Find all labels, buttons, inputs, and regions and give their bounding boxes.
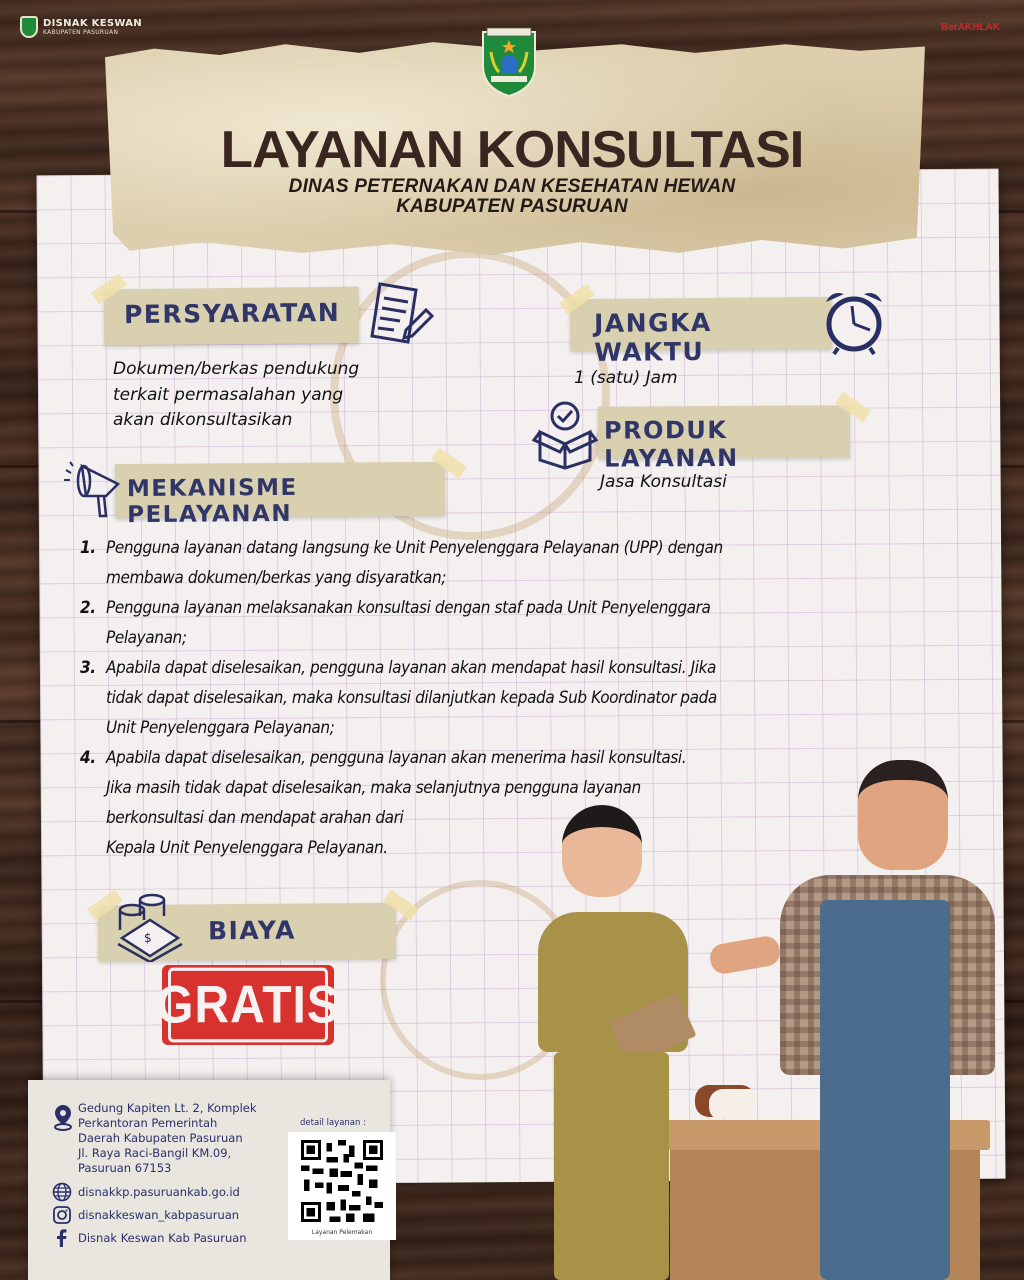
- produk-layanan-value: Jasa Konsultasi: [600, 472, 727, 492]
- address-line: Gedung Kapiten Lt. 2, Komplek: [78, 1101, 257, 1115]
- step-line: Apabila dapat diselesaikan, pengguna layanan akan menerima hasil konsultasi.: [106, 748, 687, 768]
- page-subtitle-line2: KABUPATEN PASURUAN: [396, 196, 628, 217]
- page-title: LAYANAN KONSULTASI: [220, 121, 804, 179]
- mekanisme-heading-bar: [115, 462, 445, 529]
- document-pen-icon: [366, 276, 438, 348]
- step-line: Pengguna layanan melaksanakan konsultasi dengan staf pada Unit Penyelenggara: [106, 598, 711, 618]
- biaya-heading: BIAYA: [207, 915, 296, 946]
- persyaratan-line: akan dikonsultasikan: [113, 410, 293, 430]
- persyaratan-heading: PERSYARATAN: [123, 297, 341, 330]
- jangka-waktu-heading-bar: [570, 297, 832, 367]
- farmer-overalls: [820, 900, 950, 1280]
- produk-layanan-heading: PRODUK LAYANAN: [603, 415, 739, 473]
- gratis-label: GRATIS: [168, 968, 328, 1043]
- persyaratan-heading-bar: [104, 287, 360, 346]
- qr-sub-label: Layanan Pelemakan: [311, 1229, 373, 1236]
- address-line: Pasuruan 67153: [78, 1161, 172, 1175]
- farmer-hand: [708, 934, 782, 976]
- website-row[interactable]: [52, 1182, 240, 1202]
- step-number: 4.: [80, 748, 96, 768]
- mekanisme-heading: MEKANISME PELAYANAN: [126, 474, 298, 529]
- crest-icon: [20, 16, 38, 38]
- facebook-page[interactable]: Disnak Keswan Kab Pasuruan: [78, 1231, 247, 1245]
- jangka-waktu-heading: JANGKA WAKTU: [593, 307, 712, 367]
- step-line: Pelayanan;: [106, 628, 187, 648]
- illustration-consultation-scene: [520, 800, 1000, 1280]
- website-link[interactable]: disnakkp.pasuruankab.go.id: [78, 1185, 240, 1199]
- svg-text:$: $: [144, 931, 152, 945]
- org-name: DISNAK KESWAN: [43, 18, 142, 29]
- globe-icon: [52, 1182, 72, 1202]
- address-line: Perkantoran Pemerintah: [78, 1116, 218, 1130]
- staff-woman-head: [562, 805, 642, 897]
- facebook-icon: [52, 1228, 72, 1248]
- step-line: berkonsultasi dan mendapat arahan dari: [106, 808, 404, 828]
- staff-woman-legs: [554, 1052, 669, 1280]
- persyaratan-line: terkait permasalahan yang: [113, 384, 344, 405]
- address-line: Daerah Kabupaten Pasuruan: [78, 1131, 243, 1145]
- kabupaten-crest-icon: [479, 26, 539, 98]
- instagram-icon: [52, 1205, 72, 1225]
- step-line: Unit Penyelenggara Pelayanan;: [106, 718, 335, 738]
- address-line: Jl. Raya Raci-Bangil KM.09,: [78, 1146, 232, 1160]
- produk-layanan-heading-bar: [598, 405, 850, 473]
- cow-figurine: [695, 1085, 755, 1117]
- megaphone-icon: [62, 456, 128, 522]
- persyaratan-line: Dokumen/berkas pendukung: [113, 359, 360, 379]
- jangka-waktu-value: 1 (satu) Jam: [574, 368, 678, 388]
- step-line: Jika masih tidak dapat diselesaikan, maka selanjutnya pengguna layanan: [106, 778, 641, 798]
- location-pin-icon: [52, 1103, 74, 1131]
- step-number: 1.: [80, 538, 96, 558]
- step-line: Pengguna layanan datang langsung ke Unit Penyelenggara Pelayanan (UPP) dengan: [106, 538, 723, 558]
- step-number: 3.: [80, 658, 96, 678]
- step-item: [80, 533, 940, 593]
- qr-code[interactable]: [288, 1132, 396, 1240]
- step-item: [80, 593, 940, 653]
- page-subtitle-line1: DINAS PETERNAKAN DAN KESEHATAN HEWAN: [288, 176, 736, 197]
- berakhlak-logo: BerAKHLAK: [941, 22, 1000, 33]
- qr-code-icon: [296, 1140, 388, 1222]
- step-line: Apabila dapat diselesaikan, pengguna layanan akan mendapat hasil konsultasi. Jika: [106, 658, 717, 678]
- org-logo: [20, 16, 142, 38]
- box-check-icon: [532, 398, 598, 470]
- step-line: tidak dapat diselesaikan, maka konsultasi dilanjutkan kepada Sub Koordinator pada: [106, 688, 717, 708]
- instagram-row[interactable]: [52, 1205, 239, 1225]
- gratis-stamp: [156, 965, 340, 1045]
- money-coins-icon: [114, 890, 184, 962]
- persyaratan-text: [113, 357, 359, 434]
- step-item: [80, 653, 940, 743]
- farmer-head: [858, 760, 948, 870]
- alarm-clock-icon: [818, 284, 890, 356]
- office-address: [78, 1101, 278, 1176]
- qr-caption: detail layanan :: [300, 1118, 366, 1128]
- instagram-handle[interactable]: disnakkeswan_kabpasuruan: [78, 1208, 240, 1222]
- step-line: membawa dokumen/berkas yang disyaratkan;: [106, 568, 447, 588]
- org-subname: KABUPATEN PASURUAN: [43, 29, 119, 36]
- facebook-row[interactable]: [52, 1228, 247, 1248]
- step-number: 2.: [80, 598, 96, 618]
- step-line: Kepala Unit Penyelenggara Pelayanan.: [106, 838, 388, 858]
